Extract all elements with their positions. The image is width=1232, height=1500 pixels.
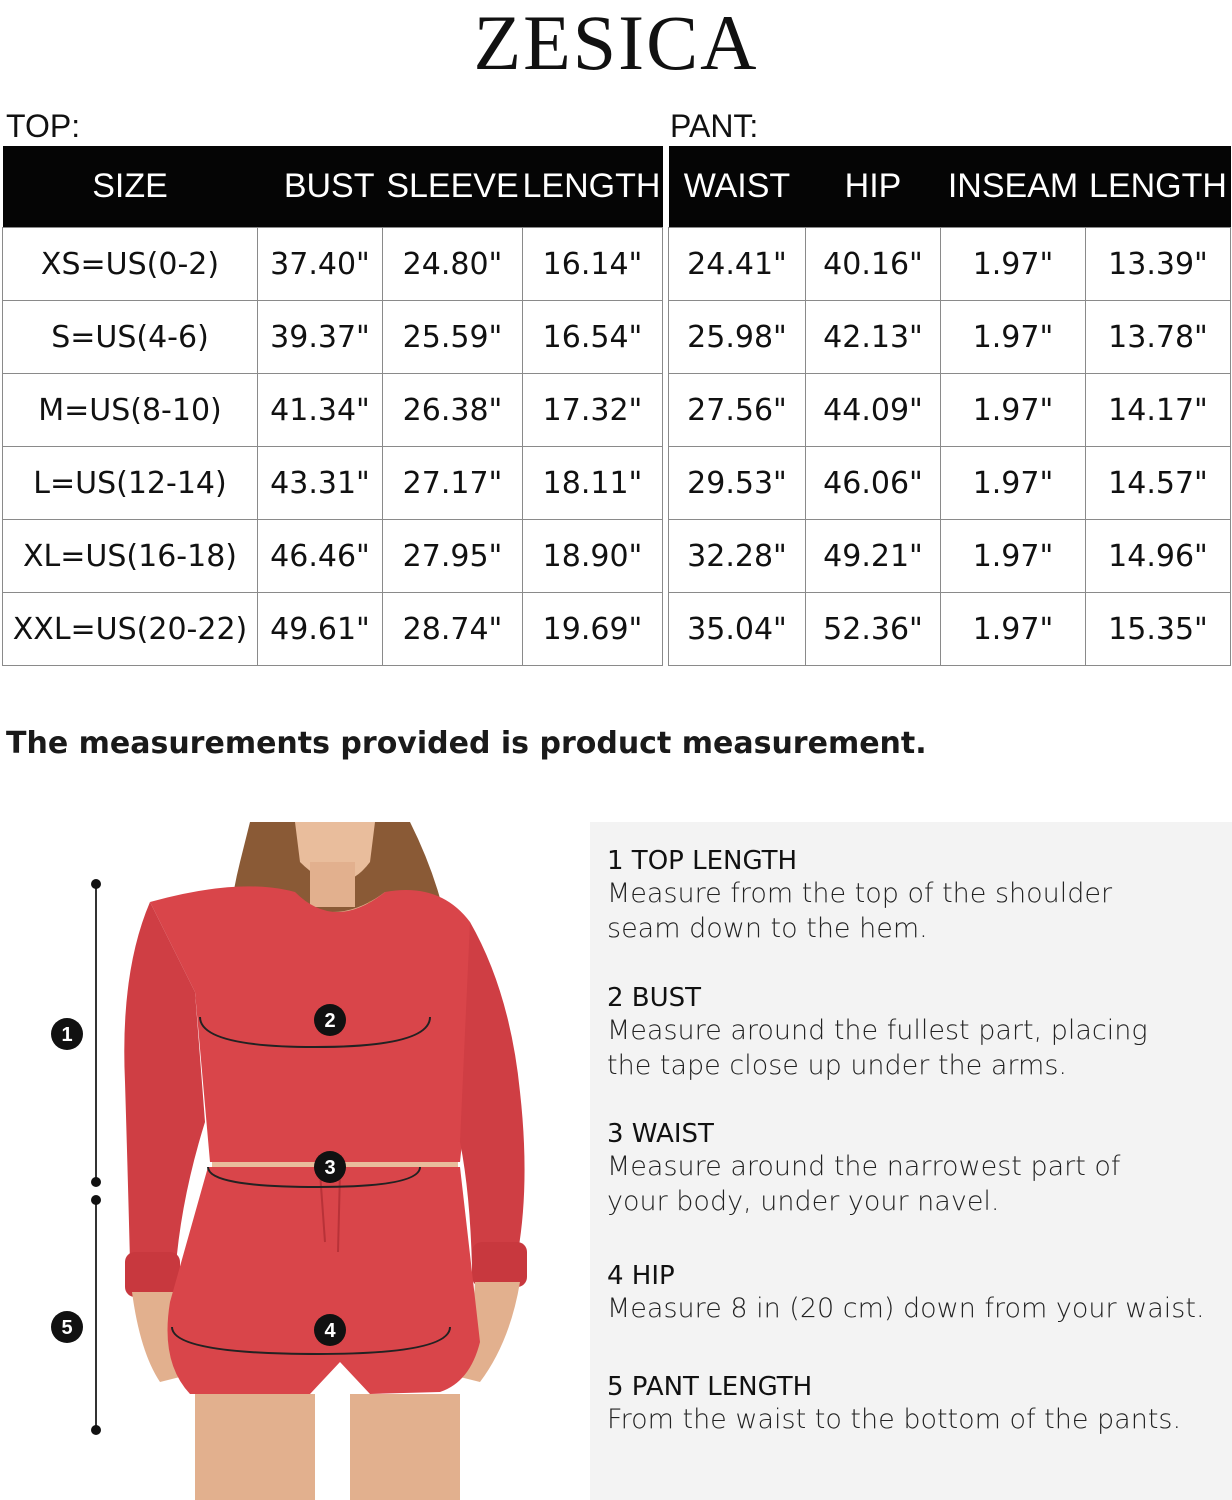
top-table-cell: 25.59" [383, 301, 523, 374]
pant-table-row [669, 593, 1231, 666]
pant-table-row [669, 374, 1231, 447]
pant-table-row [669, 520, 1231, 593]
pant-table-cell: 27.56" [669, 374, 806, 447]
top-table-cell: 41.34" [258, 374, 383, 447]
marker-2: 2 [324, 1010, 336, 1032]
col-header-hip: HIP [806, 146, 941, 228]
instruction-heading: 5 PANT LENGTH [607, 1372, 813, 1402]
col-header-length: LENGTH [523, 146, 663, 228]
marker-1: 1 [61, 1024, 73, 1046]
top-table-cell: M=US(8-10) [3, 374, 258, 447]
top-table-cell: 39.37" [258, 301, 383, 374]
top-table-cell: 16.14" [523, 228, 663, 301]
instruction-line: Measure from the top of the shoulder [607, 878, 1113, 909]
instruction-waist [607, 1119, 1217, 1219]
instruction-heading: 1 TOP LENGTH [607, 846, 798, 876]
pant-table-cell: 44.09" [806, 374, 941, 447]
pant-table-cell: 14.57" [1086, 447, 1231, 520]
pant-table-cell: 42.13" [806, 301, 941, 374]
instruction-line: From the waist to the bottom of the pants. [607, 1404, 1182, 1435]
pant-table-cell: 13.39" [1086, 228, 1231, 301]
top-table-cell: L=US(12-14) [3, 447, 258, 520]
instruction-line: seam down to the hem. [607, 913, 928, 944]
top-table-row [3, 228, 663, 301]
col-header-pant-length: LENGTH [1086, 146, 1231, 228]
pant-table-cell: 40.16" [806, 228, 941, 301]
pant-table-cell: 25.98" [669, 301, 806, 374]
col-header-waist: WAIST [669, 146, 806, 228]
top-table-cell: 27.95" [383, 520, 523, 593]
pant-table-cell: 24.41" [669, 228, 806, 301]
top-table-cell: XXL=US(20-22) [3, 593, 258, 666]
measurement-overlay [0, 822, 590, 1500]
top-table-cell: 27.17" [383, 447, 523, 520]
pant-table-cell: 49.21" [806, 520, 941, 593]
pant-table-cell: 13.78" [1086, 301, 1231, 374]
top-table-row [3, 520, 663, 593]
top-table-row [3, 447, 663, 520]
instruction-line: Measure around the narrowest part of [607, 1151, 1121, 1182]
brand-logo: ZESICA [473, 0, 759, 86]
instruction-line: the tape close up under the arms. [607, 1050, 1067, 1081]
top-table-cell: XL=US(16-18) [3, 520, 258, 593]
top-table-cell: 18.90" [523, 520, 663, 593]
pant-section-label: PANT: [670, 108, 759, 144]
top-table-cell: 28.74" [383, 593, 523, 666]
pant-table-row [669, 228, 1231, 301]
instruction-line: Measure 8 in (20 cm) down from your waist. [607, 1293, 1205, 1324]
pant-table-cell: 32.28" [669, 520, 806, 593]
hip-tape [172, 1327, 450, 1354]
pant-size-table [668, 146, 1231, 666]
marker-4: 4 [324, 1320, 336, 1342]
instruction-heading: 2 BUST [607, 983, 702, 1013]
marker-5: 5 [61, 1317, 73, 1339]
pant-table-row [669, 301, 1231, 374]
top-table-cell: 43.31" [258, 447, 383, 520]
top-table-cell: 16.54" [523, 301, 663, 374]
instruction-line: Measure around the fullest part, placing [607, 1015, 1148, 1046]
top-table-cell: 19.69" [523, 593, 663, 666]
pant-table-cell: 29.53" [669, 447, 806, 520]
top-table-cell: 18.11" [523, 447, 663, 520]
instruction-bust [607, 983, 1217, 1083]
instruction-pant-length [607, 1372, 1217, 1437]
top-table-cell: S=US(4-6) [3, 301, 258, 374]
top-table-cell: 17.32" [523, 374, 663, 447]
top-table-cell: 24.80" [383, 228, 523, 301]
col-header-size: SIZE [3, 146, 258, 228]
pant-table-cell: 14.96" [1086, 520, 1231, 593]
col-header-bust: BUST [258, 146, 383, 228]
top-table-cell: 49.61" [258, 593, 383, 666]
top-table-row [3, 374, 663, 447]
pant-table-cell: 15.35" [1086, 593, 1231, 666]
top-table-row [3, 593, 663, 666]
pant-table-cell: 46.06" [806, 447, 941, 520]
pant-table-cell: 52.36" [806, 593, 941, 666]
instruction-line: your body, under your navel. [607, 1186, 1000, 1217]
top-table-cell: 37.40" [258, 228, 383, 301]
pant-table-cell: 1.97" [941, 593, 1086, 666]
top-table-cell: XS=US(0-2) [3, 228, 258, 301]
measurement-note: The measurements provided is product measurement. [6, 726, 927, 761]
marker-3: 3 [324, 1157, 336, 1179]
top-section-label: TOP: [6, 108, 81, 144]
pant-table-cell: 14.17" [1086, 374, 1231, 447]
pant-table-cell: 35.04" [669, 593, 806, 666]
pant-table-cell: 1.97" [941, 228, 1086, 301]
pant-table-cell: 1.97" [941, 520, 1086, 593]
top-table-row [3, 301, 663, 374]
pant-table-row [669, 447, 1231, 520]
waist-tape [208, 1167, 420, 1187]
instruction-top-length [607, 846, 1217, 946]
top-table-cell: 46.46" [258, 520, 383, 593]
instruction-hip [607, 1261, 1217, 1326]
instruction-heading: 4 HIP [607, 1261, 675, 1291]
pant-table-cell: 1.97" [941, 374, 1086, 447]
top-table-cell: 26.38" [383, 374, 523, 447]
col-header-inseam: INSEAM [941, 146, 1086, 228]
pant-table-cell: 1.97" [941, 447, 1086, 520]
top-size-table [2, 146, 663, 666]
instruction-heading: 3 WAIST [607, 1119, 714, 1149]
col-header-sleeve: SLEEVE [383, 146, 523, 228]
pant-table-cell: 1.97" [941, 301, 1086, 374]
